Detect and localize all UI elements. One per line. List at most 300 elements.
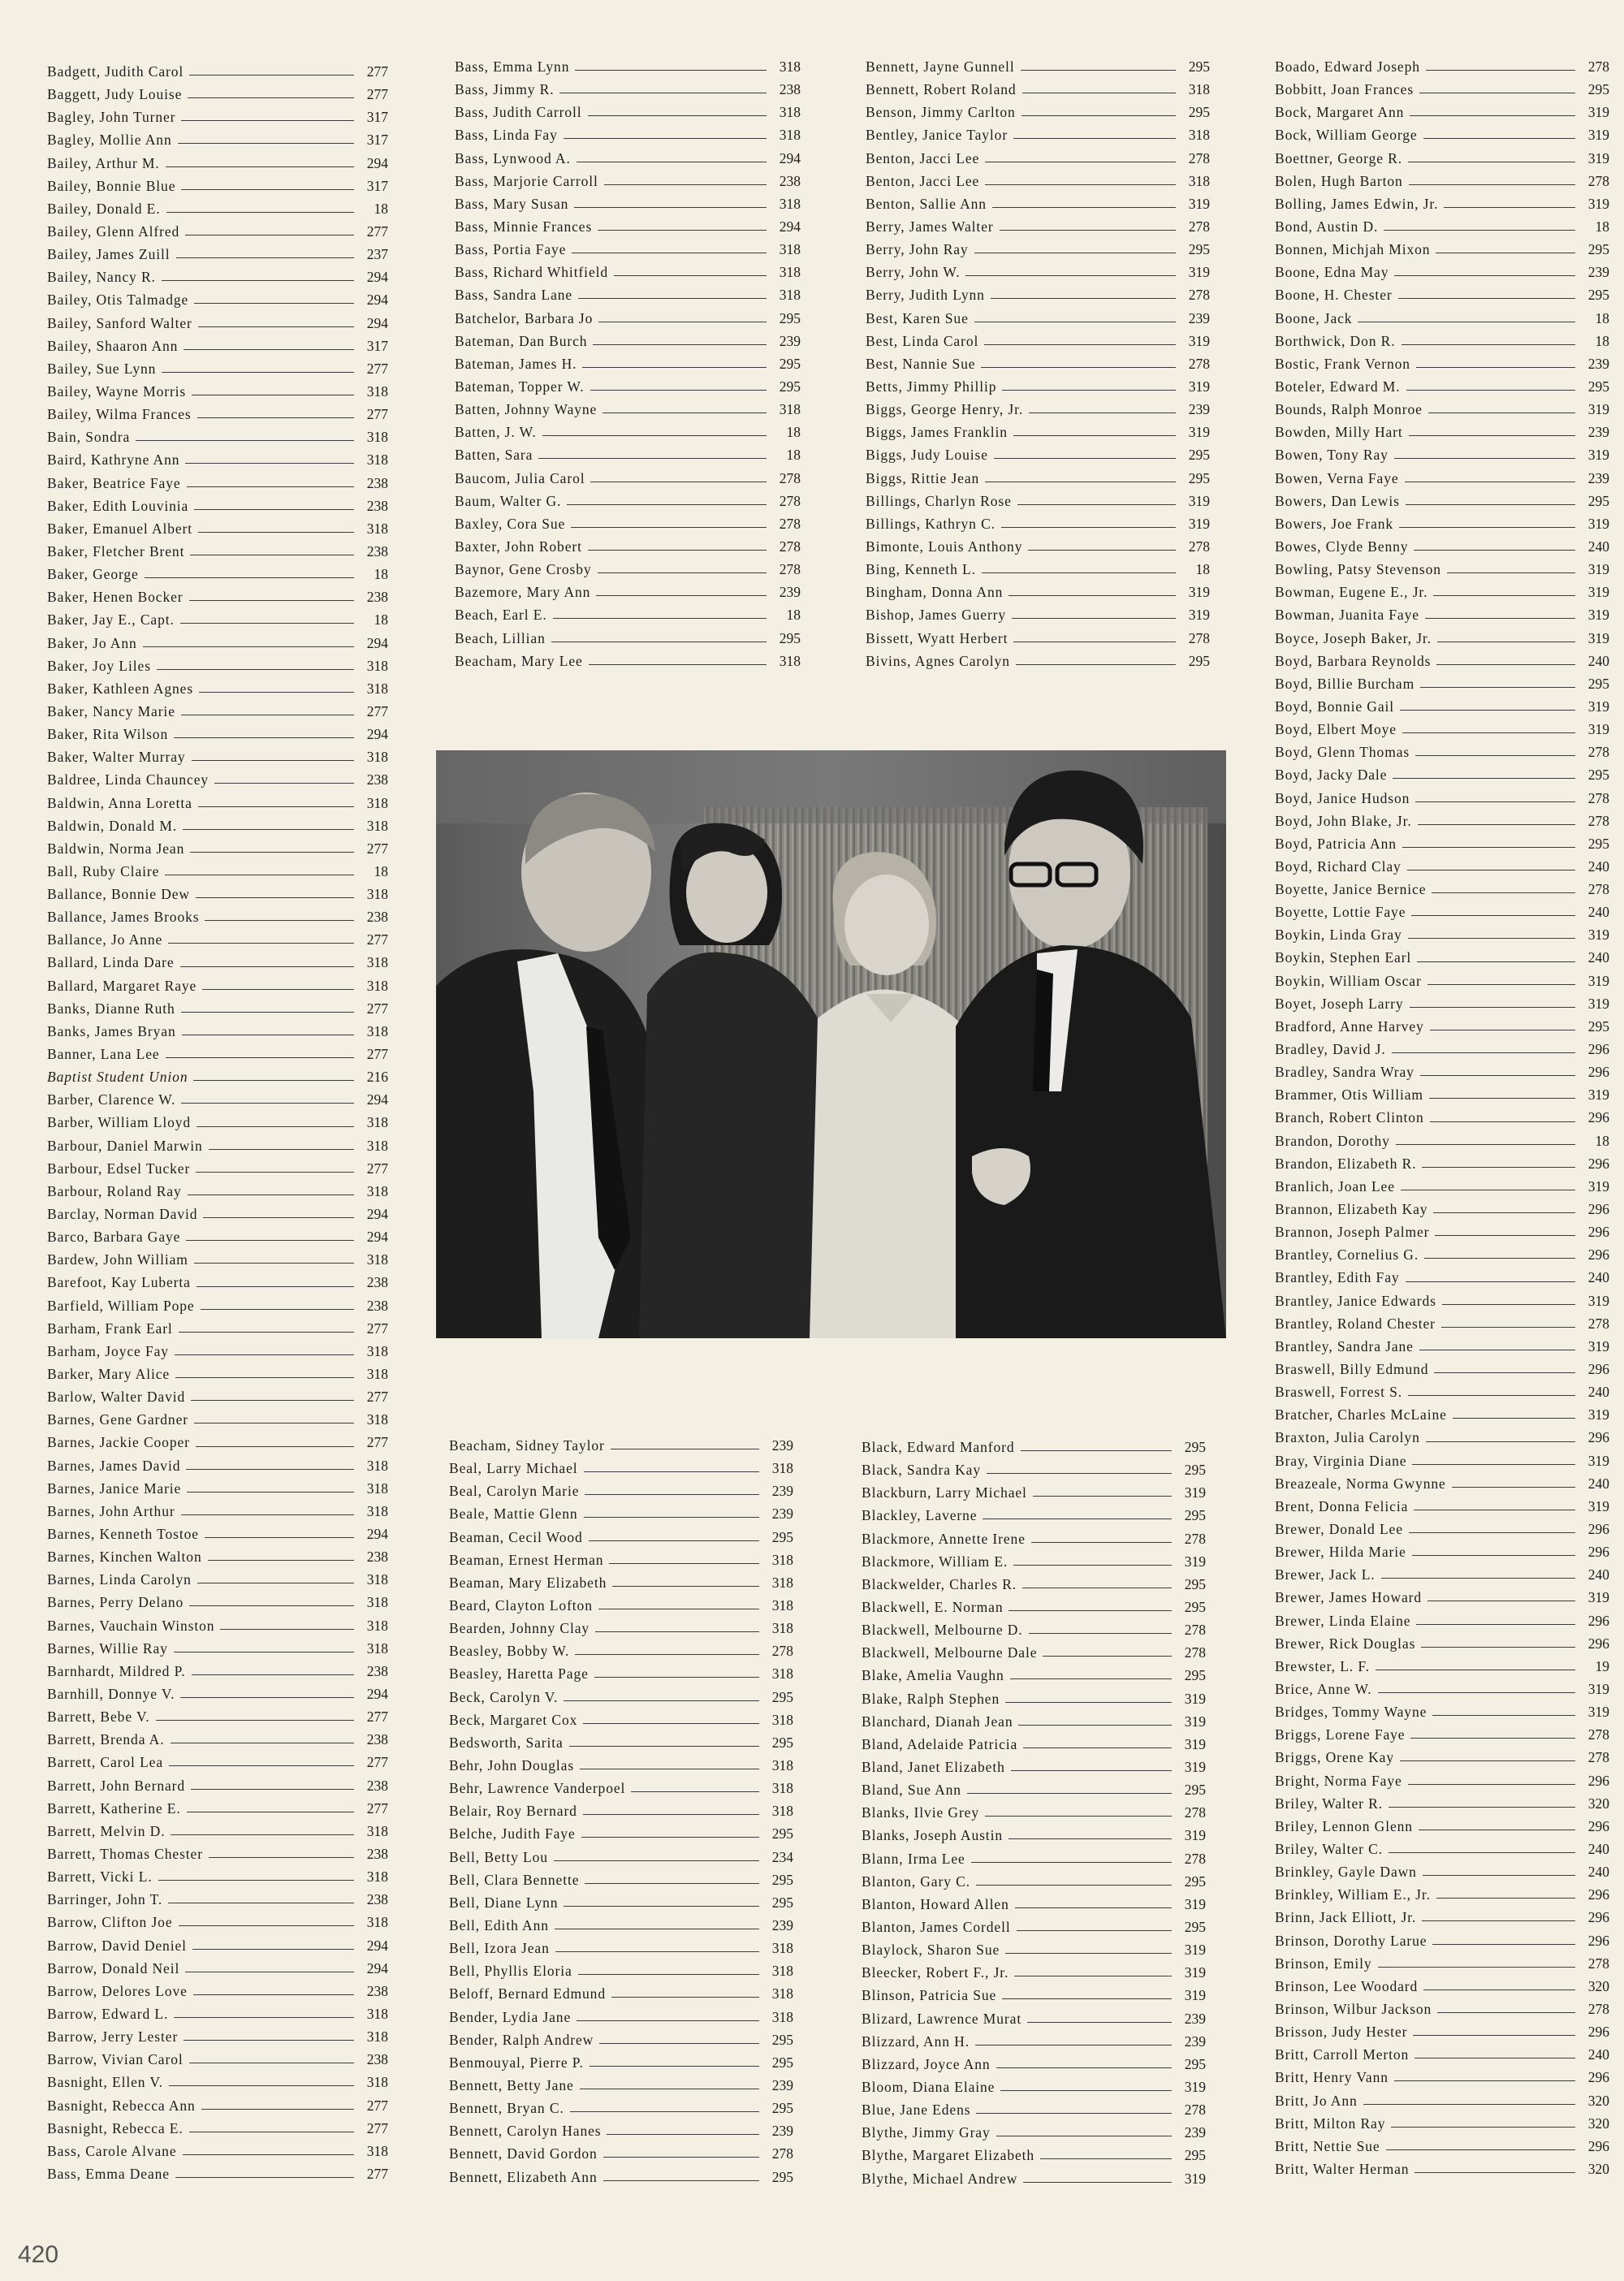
entry-page-number: 295: [1587, 1017, 1609, 1035]
entry-name: Bailey, Arthur M.: [47, 154, 160, 171]
entry-page-number: 295: [779, 355, 801, 372]
index-entry: [47, 1591, 388, 1614]
entry-page-number: 239: [771, 1916, 793, 1933]
leader-line: [185, 462, 354, 464]
index-entry: [1275, 490, 1609, 512]
entry-name: Bimonte, Louis Anthony: [866, 538, 1023, 555]
leader-line: [564, 137, 767, 139]
leader-line: [580, 2088, 759, 2089]
leader-line: [1423, 1989, 1575, 1990]
leader-line: [590, 2065, 759, 2067]
entry-name: Bearden, Johnny Clay: [449, 1620, 590, 1637]
entry-page-number: 240: [1587, 1566, 1609, 1583]
entry-page-number: 318: [366, 2028, 388, 2046]
leader-line: [983, 1518, 1172, 1519]
entry-page-number: 319: [1587, 195, 1609, 212]
leader-line: [188, 1194, 354, 1195]
index-entry: [47, 1134, 388, 1157]
index-entry: [1275, 535, 1609, 558]
leader-line: [598, 229, 767, 231]
leader-line: [994, 457, 1176, 459]
entry-name: Baldwin, Norma Jean: [47, 840, 185, 857]
index-entry: [47, 1065, 388, 1088]
leader-line: [1427, 983, 1575, 985]
index-entry: [47, 677, 388, 700]
entry-page-number: 318: [366, 794, 388, 811]
entry-name: Blanchard, Dianah Jean: [862, 1713, 1013, 1730]
entry-page-number: 318: [366, 2074, 388, 2091]
index-entry: [1275, 512, 1609, 535]
leader-line: [553, 617, 767, 619]
entry-page-number: 294: [366, 1526, 388, 1542]
index-entry: [862, 2030, 1206, 2053]
entry-name: Bass, Emma Deane: [47, 2165, 170, 2182]
leader-line: [1410, 114, 1575, 116]
entry-name: Bennett, Jayne Gunnell: [866, 58, 1015, 75]
index-entry: [47, 517, 388, 540]
entry-name: Bowen, Verna Faye: [1275, 469, 1399, 486]
leader-line: [190, 554, 354, 555]
leader-line: [179, 1331, 354, 1333]
entry-name: Barnes, Jackie Cooper: [47, 1434, 190, 1451]
entry-name: Baker, Nancy Marie: [47, 702, 175, 719]
leader-line: [1410, 1737, 1575, 1739]
index-entry: [47, 288, 388, 311]
entry-page-number: 18: [786, 607, 801, 624]
entry-page-number: 296: [1587, 1817, 1609, 1834]
entry-page-number: 296: [1587, 1544, 1609, 1561]
entry-name: Barbour, Roland Ray: [47, 1182, 182, 1199]
index-entry: [1275, 1655, 1609, 1678]
entry-name: Brammer, Otis William: [1275, 1086, 1423, 1104]
entry-name: Briley, Walter R.: [1275, 1795, 1383, 1812]
entry-name: Bailey, Wilma Frances: [47, 406, 192, 423]
entry-name: Beasley, Haretta Page: [449, 1665, 589, 1683]
entry-name: Briley, Lennon Glenn: [1275, 1817, 1413, 1834]
leader-line: [181, 714, 354, 715]
index-entry: [1275, 78, 1609, 101]
index-entry: [449, 1457, 793, 1480]
index-entry: [47, 1637, 388, 1660]
index-entry: [47, 106, 388, 128]
leader-line: [175, 1354, 354, 1355]
index-entry: [47, 860, 388, 883]
entry-name: Brinson, Dorothy Larue: [1275, 1932, 1427, 1949]
entry-page-number: 319: [1184, 1690, 1206, 1707]
index-entry: [47, 2002, 388, 2025]
entry-page-number: 319: [1184, 1735, 1206, 1752]
entry-page-number: 239: [1184, 2010, 1206, 2027]
index-entry: [862, 1733, 1206, 1756]
entry-page-number: 318: [366, 1182, 388, 1199]
entry-name: Bock, Margaret Ann: [1275, 104, 1405, 121]
entry-page-number: 319: [1587, 995, 1609, 1012]
leader-line: [199, 691, 354, 693]
leader-line: [967, 1792, 1172, 1794]
entry-page-number: 239: [779, 332, 801, 349]
entry-name: Bedsworth, Sarita: [449, 1734, 564, 1751]
entry-name: Boyd, Bonnie Gail: [1275, 698, 1395, 715]
entry-page-number: 238: [366, 1549, 388, 1566]
entry-name: Baynor, Gene Crosby: [455, 561, 592, 578]
leader-line: [1415, 2057, 1575, 2059]
leader-line: [1386, 2149, 1575, 2150]
leader-line: [1023, 1747, 1172, 1748]
entry-page-number: 278: [1188, 149, 1210, 166]
entry-page-number: 294: [366, 1229, 388, 1246]
index-entry: [47, 928, 388, 951]
index-entry: [866, 101, 1210, 123]
leader-line: [182, 1034, 354, 1035]
leader-line: [209, 1148, 354, 1150]
entry-name: Bender, Ralph Andrew: [449, 2031, 594, 2048]
entry-name: Boyd, Jacky Dale: [1275, 767, 1388, 784]
index-entry: [866, 123, 1210, 146]
entry-page-number: 19: [1595, 1657, 1609, 1674]
entry-name: Baldree, Linda Chauncey: [47, 771, 209, 788]
entry-page-number: 278: [1188, 218, 1210, 235]
entry-page-number: 239: [771, 1506, 793, 1523]
leader-line: [1014, 1975, 1172, 1976]
entry-page-number: 277: [366, 1160, 388, 1177]
leader-line: [590, 389, 767, 391]
leader-line: [584, 1516, 759, 1518]
entry-name: Biggs, George Henry, Jr.: [866, 401, 1024, 418]
leader-line: [174, 2016, 354, 2018]
entry-name: Barrow, Delores Love: [47, 1982, 188, 1999]
index-entry: [47, 266, 388, 288]
entry-name: Bender, Lydia Jane: [449, 2008, 572, 2025]
index-entry: [47, 1454, 388, 1477]
leader-line: [1402, 343, 1576, 345]
leader-line: [577, 161, 767, 162]
leader-line: [189, 2131, 354, 2132]
leader-line: [1005, 1952, 1172, 1954]
leader-line: [1433, 1212, 1575, 1213]
entry-page-number: 296: [1587, 1361, 1609, 1378]
index-entry: [1275, 2020, 1609, 2043]
index-entry: [1275, 1723, 1609, 1746]
entry-page-number: 295: [1188, 104, 1210, 121]
entry-name: Banks, Dianne Ruth: [47, 1000, 175, 1017]
entry-name: Boettner, George R.: [1275, 149, 1403, 166]
leader-line: [188, 97, 354, 98]
entry-name: Ballard, Linda Dare: [47, 954, 175, 971]
entry-page-number: 238: [366, 1845, 388, 1862]
entry-page-number: 318: [366, 657, 388, 674]
index-entry: [47, 128, 388, 151]
index-entry: [1275, 970, 1609, 992]
entry-name: Bailey, Wayne Morris: [47, 382, 187, 400]
index-entry: [47, 814, 388, 837]
leader-line: [1414, 1509, 1575, 1510]
entry-name: Bailey, James Zuill: [47, 246, 171, 263]
leader-line: [185, 234, 354, 235]
entry-page-number: 318: [366, 1457, 388, 1474]
index-entry: [866, 352, 1210, 375]
leader-line: [171, 1742, 355, 1743]
entry-page-number: 239: [1587, 424, 1609, 441]
entry-page-number: 295: [771, 1894, 793, 1911]
entry-name: Barrett, Bebe V.: [47, 1709, 150, 1726]
index-entry: [455, 535, 801, 558]
entry-name: Boone, Jack: [1275, 309, 1353, 326]
entry-page-number: 239: [1188, 401, 1210, 418]
entry-page-number: 277: [366, 1389, 388, 1406]
entry-name: Boyd, Barbara Reynolds: [1275, 652, 1432, 669]
leader-line: [158, 1879, 354, 1881]
leader-line: [1399, 526, 1575, 528]
entry-name: Barrett, Melvin D.: [47, 1822, 166, 1839]
leader-line: [985, 161, 1176, 162]
index-entry: [47, 700, 388, 723]
entry-page-number: 318: [366, 1502, 388, 1519]
entry-name: Bradley, Sandra Wray: [1275, 1064, 1415, 1081]
entry-name: Barnes, Perry Delano: [47, 1594, 184, 1611]
entry-page-number: 318: [771, 2008, 793, 2025]
leader-line: [577, 2020, 759, 2021]
entry-page-number: 295: [771, 2054, 793, 2071]
entry-page-number: 318: [366, 1137, 388, 1154]
entry-page-number: 319: [1587, 584, 1609, 601]
entry-name: Bateman, Dan Burch: [455, 332, 588, 349]
entry-name: Boykin, Linda Gray: [1275, 927, 1402, 944]
entry-page-number: 240: [1587, 1384, 1609, 1401]
entry-name: Barnes, Janice Marie: [47, 1480, 182, 1497]
index-entry: [1275, 1335, 1609, 1358]
leader-line: [1415, 801, 1575, 802]
leader-line: [1017, 503, 1176, 505]
entry-page-number: 319: [1184, 1758, 1206, 1775]
entry-name: Brantley, Janice Edwards: [1275, 1292, 1436, 1309]
leader-line: [203, 1216, 354, 1218]
leader-line: [1021, 1449, 1173, 1451]
entry-name: Bailey, Donald E.: [47, 200, 161, 217]
leader-line: [614, 274, 767, 276]
index-entry: [862, 1984, 1206, 2007]
index-entry: [455, 192, 801, 215]
leader-line: [1413, 2034, 1575, 2036]
index-entry: [47, 380, 388, 403]
leader-line: [1416, 1623, 1575, 1625]
index-entry: [862, 1596, 1206, 1618]
entry-page-number: 318: [366, 382, 388, 400]
leader-line: [1436, 252, 1575, 253]
index-entry: [47, 1728, 388, 1751]
index-entry: [47, 745, 388, 768]
entry-page-number: 319: [1587, 447, 1609, 464]
entry-name: Bazemore, Mary Ann: [455, 584, 591, 601]
index-entry: [1275, 1906, 1609, 1929]
leader-line: [1411, 914, 1575, 916]
entry-page-number: 278: [771, 2145, 793, 2162]
leader-line: [208, 1559, 354, 1561]
leader-line: [194, 508, 354, 510]
index-entry: [47, 2140, 388, 2162]
leader-line: [1400, 1760, 1575, 1761]
entry-name: Blackburn, Larry Michael: [862, 1484, 1027, 1501]
entry-name: Barco, Barbara Gaye: [47, 1229, 181, 1246]
entry-name: Benson, Jimmy Carlton: [866, 104, 1016, 121]
index-entry: [1275, 1883, 1609, 1906]
entry-page-number: 295: [771, 1871, 793, 1888]
leader-line: [1013, 434, 1176, 436]
entry-name: Blackwell, Melbourne Dale: [862, 1644, 1038, 1661]
entry-name: Black, Edward Manford: [862, 1439, 1015, 1455]
leader-line: [554, 1860, 759, 1861]
index-entry: [449, 2006, 793, 2028]
entry-name: Bailey, Otis Talmadge: [47, 292, 189, 309]
entry-name: Barclay, Norman David: [47, 1206, 198, 1223]
index-entry: [1275, 352, 1609, 375]
entry-name: Blake, Amelia Vaughn: [862, 1667, 1004, 1684]
entry-page-number: 18: [374, 611, 388, 629]
entry-page-number: 318: [366, 1639, 388, 1657]
leader-line: [981, 366, 1176, 368]
index-entry: [47, 540, 388, 563]
leader-line: [1021, 114, 1176, 116]
index-entry: [47, 768, 388, 791]
entry-name: Bennett, Carolyn Hanes: [449, 2123, 602, 2140]
leader-line: [1392, 1052, 1575, 1053]
entry-name: Bass, Carole Alvane: [47, 2142, 177, 2159]
leader-line: [985, 1815, 1172, 1817]
index-entry: [47, 1911, 388, 1933]
entry-name: Basnight, Rebecca E.: [47, 2119, 184, 2136]
index-entry: [47, 951, 388, 974]
leader-line: [1002, 1998, 1172, 1999]
entry-name: Baggett, Judy Louise: [47, 86, 183, 103]
entry-name: Beard, Clayton Lofton: [449, 1596, 593, 1614]
entry-name: Bennett, Betty Jane: [449, 2076, 574, 2093]
entry-name: Bing, Kenneth L.: [866, 561, 976, 578]
entry-page-number: 319: [1587, 1452, 1609, 1469]
leader-line: [1029, 412, 1176, 413]
index-entry: [1275, 1426, 1609, 1449]
index-entry: [47, 1180, 388, 1203]
entry-name: Bowling, Patsy Stevenson: [1275, 561, 1441, 578]
entry-name: Bain, Sondra: [47, 429, 131, 446]
index-entry: [1275, 832, 1609, 855]
entry-page-number: 278: [1188, 629, 1210, 646]
entry-page-number: 318: [1188, 172, 1210, 189]
leader-line: [1015, 1907, 1172, 1908]
leader-line: [1419, 92, 1575, 93]
leader-line: [205, 919, 354, 921]
entry-name: Boado, Edward Joseph: [1275, 58, 1420, 75]
index-entry: [455, 603, 801, 626]
leader-line: [1402, 732, 1575, 733]
entry-name: Branch, Robert Clinton: [1275, 1109, 1424, 1126]
entry-page-number: 239: [771, 2076, 793, 2093]
index-entry: [449, 2142, 793, 2165]
entry-name: Bradley, David J.: [1275, 1041, 1386, 1058]
page-number: 420: [18, 2241, 59, 2268]
index-entry: [1275, 901, 1609, 923]
leader-line: [1040, 2158, 1172, 2159]
leader-line: [180, 622, 354, 624]
entry-page-number: 294: [366, 154, 388, 171]
index-entry: [47, 632, 388, 654]
leader-line: [1407, 869, 1575, 870]
leader-line: [1453, 1417, 1575, 1419]
index-entry: [47, 1020, 388, 1043]
entry-page-number: 238: [366, 1274, 388, 1291]
index-entry: [455, 170, 801, 192]
index-entry: [449, 1434, 793, 1457]
entry-name: Barnes, Gene Gardner: [47, 1411, 188, 1428]
index-entry: [862, 1641, 1206, 1664]
entry-page-number: 296: [1587, 1041, 1609, 1058]
index-entry: [1275, 1152, 1609, 1175]
entry-name: Banner, Lana Lee: [47, 1046, 160, 1063]
entry-name: Bailey, Sue Lynn: [47, 360, 157, 377]
index-entry: [455, 55, 801, 78]
entry-name: Baker, George: [47, 566, 139, 583]
index-entry: [47, 1248, 388, 1271]
index-entry: [47, 2071, 388, 2093]
leader-line: [987, 1472, 1172, 1474]
entry-page-number: 278: [1587, 1315, 1609, 1332]
leader-line: [197, 1125, 354, 1127]
leader-line: [187, 486, 354, 487]
entry-page-number: 277: [366, 1434, 388, 1451]
entry-page-number: 18: [374, 862, 388, 879]
entry-name: Brewer, Rick Douglas: [1275, 1635, 1416, 1652]
entry-page-number: 318: [771, 1780, 793, 1797]
entry-name: Best, Karen Sue: [866, 309, 969, 326]
entry-name: Barlow, Walter David: [47, 1389, 186, 1406]
entry-name: Boyet, Joseph Larry: [1275, 995, 1404, 1012]
index-entry: [47, 1477, 388, 1500]
leader-line: [175, 2176, 354, 2178]
entry-page-number: 277: [366, 2097, 388, 2114]
index-entry: [1275, 1290, 1609, 1312]
entry-page-number: 296: [1587, 1109, 1609, 1126]
index-entry: [1275, 1198, 1609, 1220]
index-column-3-bottom: [862, 1436, 1206, 2190]
entry-name: Bolen, Hugh Barton: [1275, 172, 1403, 189]
leader-line: [193, 1079, 354, 1081]
entry-name: Bailey, Glenn Alfred: [47, 222, 180, 240]
entry-name: Boyd, Billie Burcham: [1275, 675, 1415, 692]
leader-line: [1009, 1609, 1172, 1611]
entry-name: Baker, Jo Ann: [47, 634, 137, 651]
leader-line: [197, 417, 354, 418]
index-entry: [449, 1549, 793, 1571]
leader-line: [194, 1262, 354, 1264]
index-entry: [47, 2117, 388, 2140]
entry-page-number: 278: [1587, 1749, 1609, 1766]
entry-name: Blackmore, William E.: [862, 1553, 1009, 1570]
leader-line: [589, 663, 767, 665]
leader-line: [1409, 184, 1575, 185]
entry-page-number: 240: [1587, 1864, 1609, 1881]
entry-name: Brantley, Edith Fay: [1275, 1269, 1400, 1286]
leader-line: [165, 874, 354, 875]
leader-line: [571, 526, 767, 528]
entry-name: Barnes, John Arthur: [47, 1502, 175, 1519]
entry-page-number: 318: [771, 1803, 793, 1820]
index-entry: [862, 2167, 1206, 2190]
entry-name: Basnight, Rebecca Ann: [47, 2097, 196, 2114]
index-entry: [449, 1709, 793, 1731]
entry-page-number: 295: [1587, 378, 1609, 395]
entry-page-number: 295: [1184, 1575, 1206, 1592]
index-entry: [1275, 1266, 1609, 1289]
entry-name: Banks, James Bryan: [47, 1022, 176, 1039]
entry-page-number: 319: [1188, 332, 1210, 349]
